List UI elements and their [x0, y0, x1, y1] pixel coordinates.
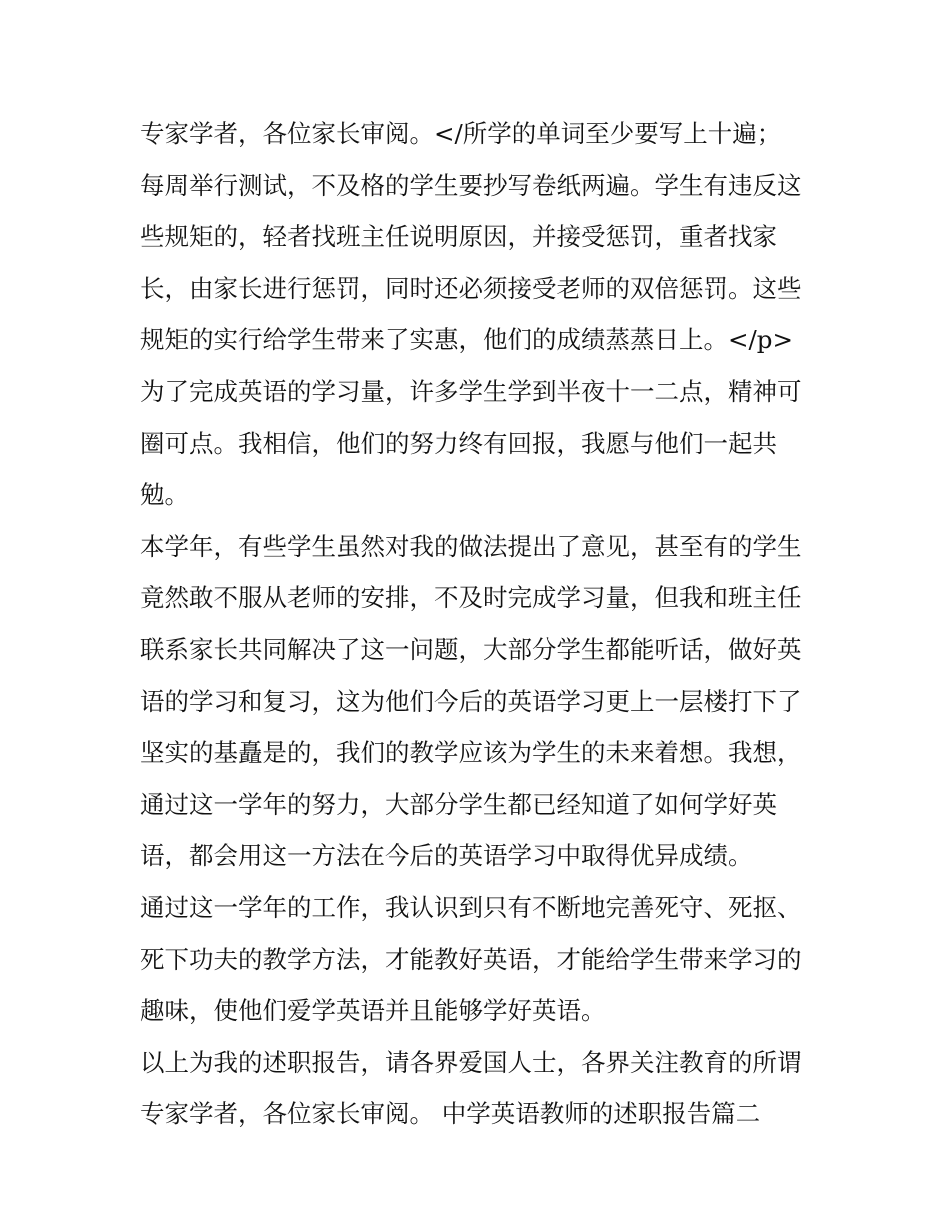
text-line: 本学年，有些学生虽然对我的做法提出了意见，甚至有的学生 — [140, 531, 802, 561]
document-body — [140, 108, 820, 1140]
text-line: 些规矩的，轻者找班主任说明原因，并接受惩罚，重者找家 — [140, 222, 777, 252]
text-line: 趣味，使他们爱学英语并且能够学好英语。 — [140, 996, 606, 1026]
text-line: 规矩的实行给学生带来了实惠，他们的成绩蒸蒸日上。</p> — [140, 325, 793, 355]
text-line: 通过这一学年的努力，大部分学生都已经知道了如何学好英 — [140, 789, 777, 819]
text-line: 通过这一学年的工作，我认识到只有不断地完善死守、死抠、 — [140, 892, 802, 922]
text-line: 以上为我的述职报告，请各界爱国人士，各界关注教育的所谓 — [140, 1047, 802, 1077]
text-line: 坚实的基矗是的，我们的教学应该为学生的未来着想。我想， — [140, 738, 802, 768]
text-line: 每周举行测试，不及格的学生要抄写卷纸两遍。学生有违反这 — [140, 170, 802, 200]
text-line: 为了完成英语的学习量，许多学生学到半夜十一二点，精神可 — [140, 376, 802, 406]
text-line: 专家学者，各位家长审阅。 中学英语教师的述职报告篇二 — [140, 1099, 761, 1129]
text-line: 死下功夫的教学方法，才能教好英语，才能给学生带来学习的 — [140, 944, 802, 974]
text-line: 联系家长共同解决了这一问题，大部分学生都能听话，做好英 — [140, 634, 802, 664]
text-line: 长，由家长进行惩罚，同时还必须接受老师的双倍惩罚。这些 — [140, 273, 802, 303]
text-line: 勉。 — [140, 480, 189, 510]
text-line: 语，都会用这一方法在今后的英语学习中取得优异成绩。 — [140, 841, 753, 871]
text-line: 专家学者，各位家长审阅。</所学的单词至少要写上十遍； — [140, 119, 782, 148]
text-line: 圈可点。我相信，他们的努力终有回报，我愿与他们一起共 — [140, 428, 777, 458]
text-line: 语的学习和复习，这为他们今后的英语学习更上一层楼打下了 — [140, 686, 802, 716]
text-line: 竟然敢不服从老师的安排，不及时完成学习量，但我和班主任 — [140, 583, 802, 613]
